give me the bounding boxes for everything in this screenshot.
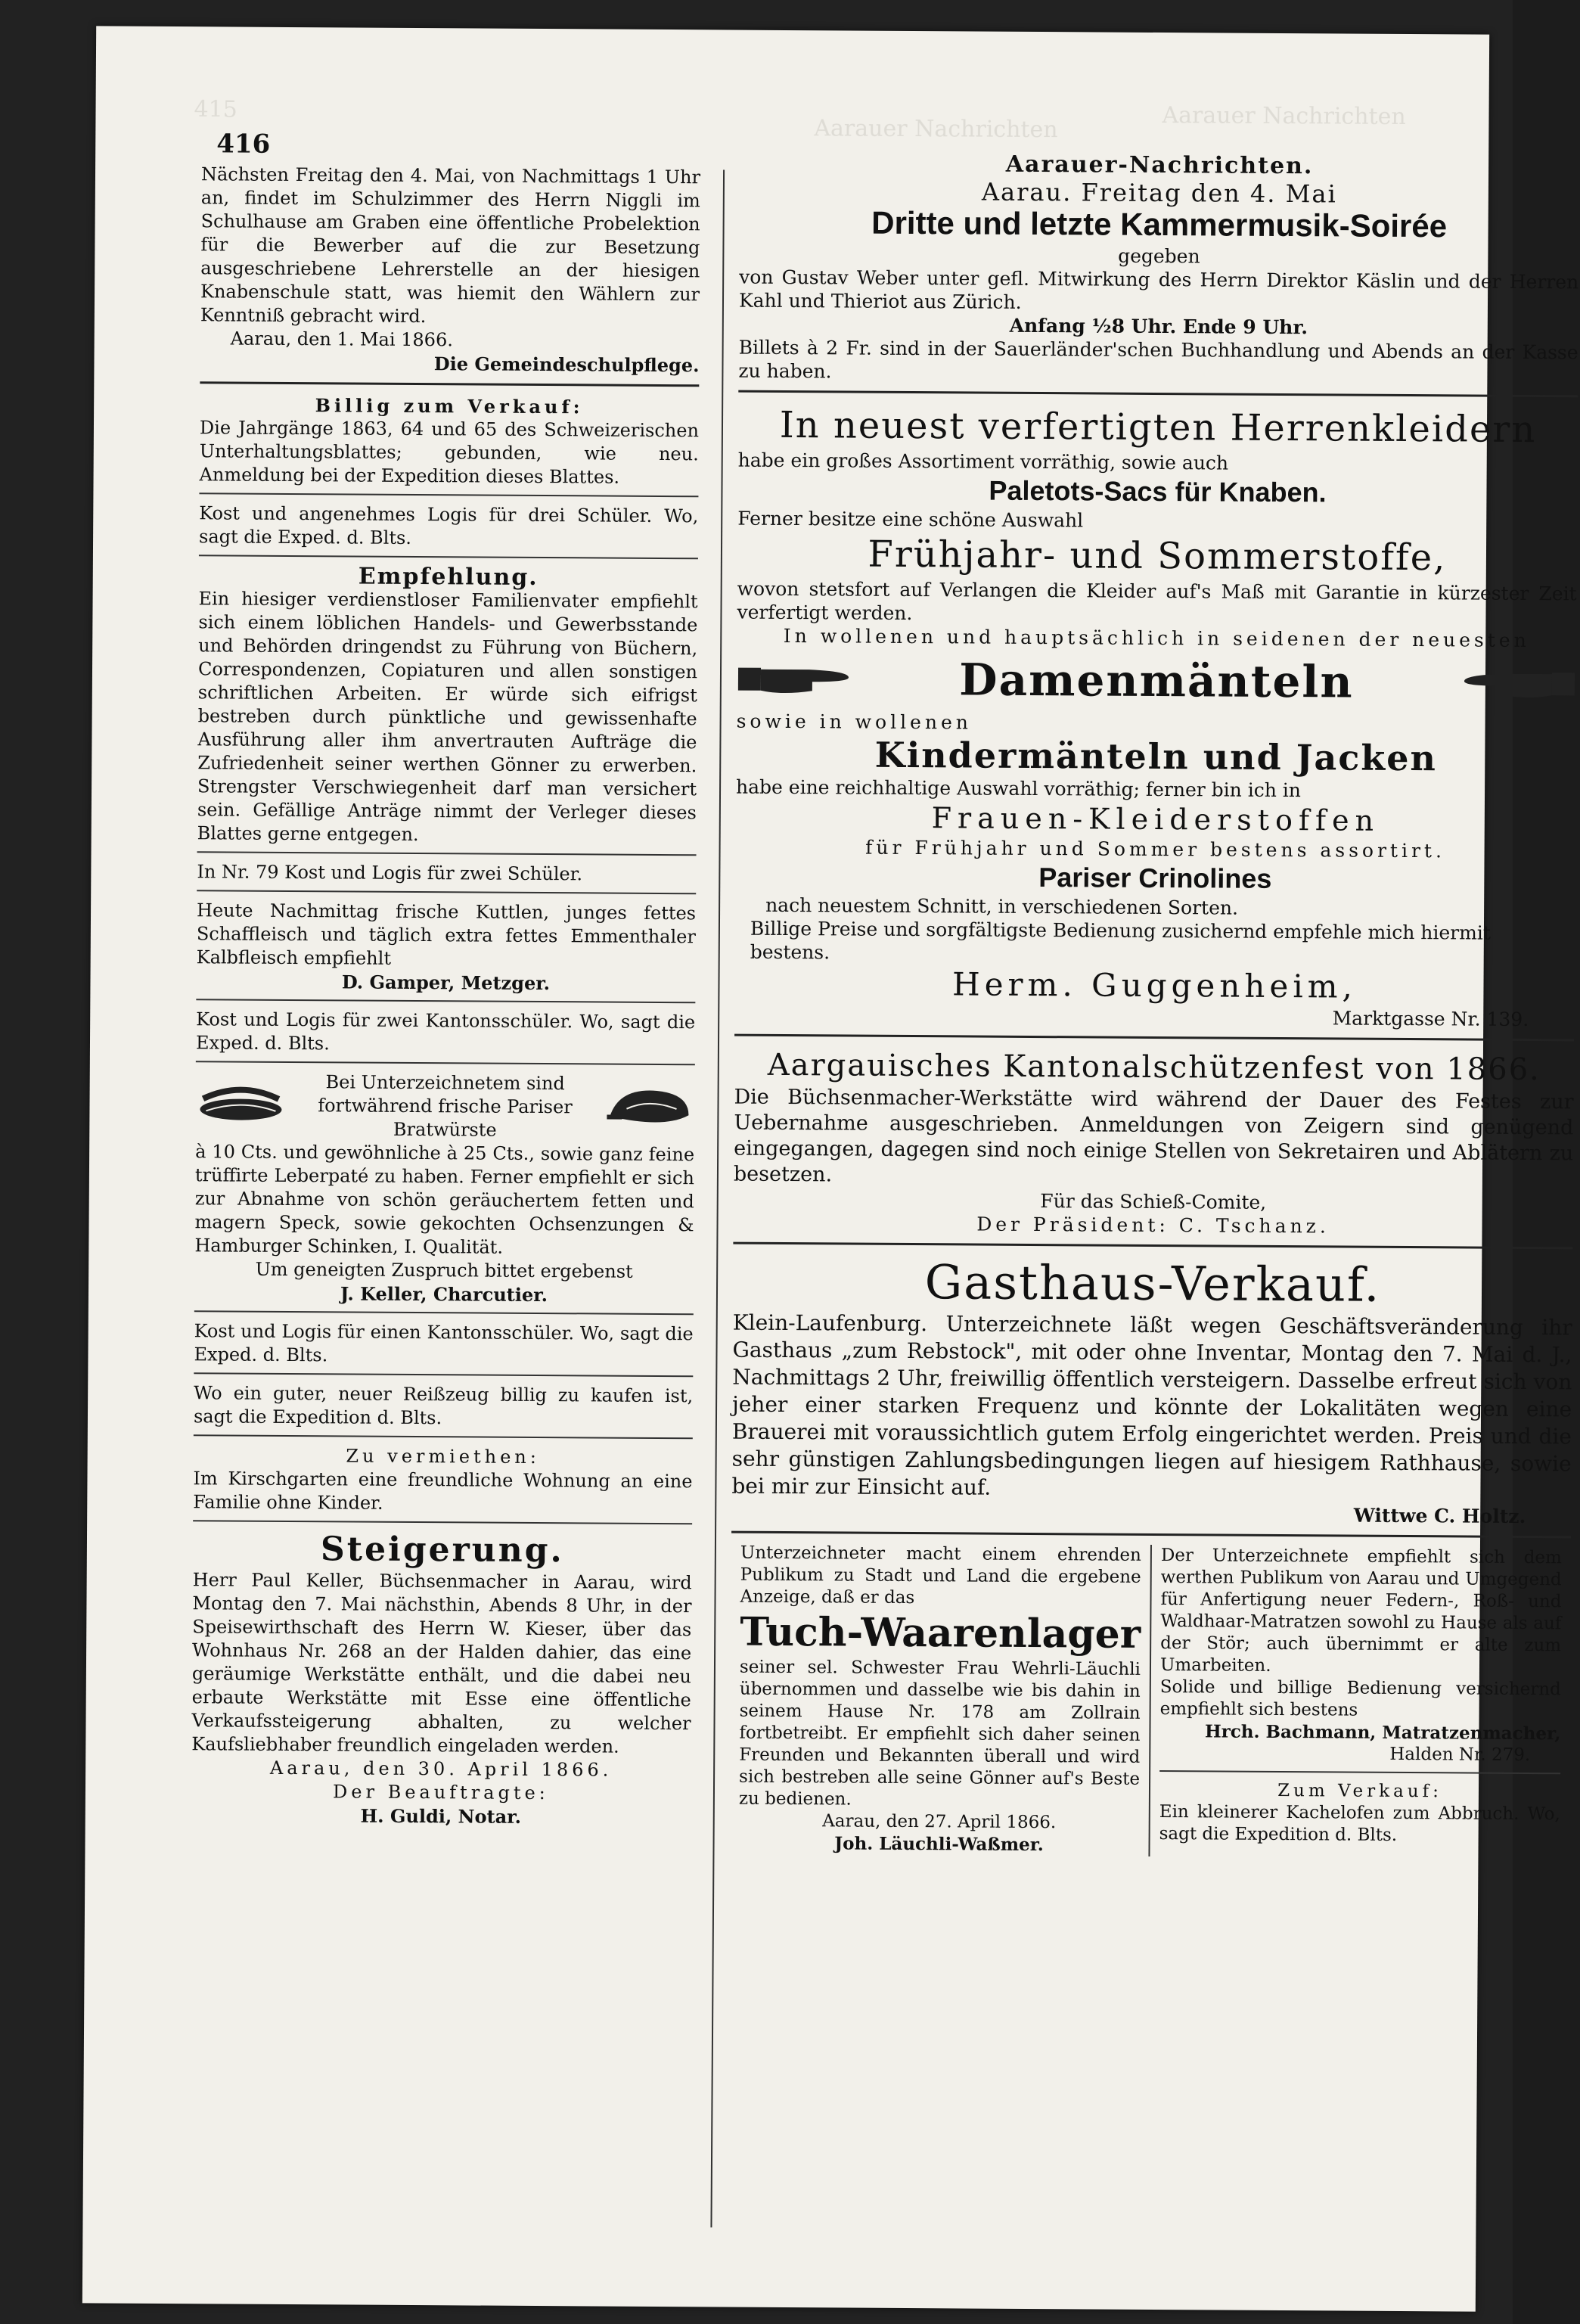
pointing-hand-right-icon — [737, 657, 850, 701]
ad-empfehlung — [197, 564, 698, 848]
divider — [199, 555, 698, 559]
ad-clothing — [734, 402, 1578, 1032]
ham-illustration-icon — [604, 1079, 694, 1132]
clothing-line-6: In wollenen und hauptsächlich in seidenen der neuesten — [783, 624, 1530, 651]
ad-billig-verkauf — [199, 393, 699, 489]
concert-performers: von Gustav Weber unter gefl. Mitwirkung des Herrn Direktor Käslin und der Herren Kahl und Thieriot aus Zürich. — [738, 266, 1579, 313]
ad-matratzen-and-ofen — [1148, 1545, 1571, 1859]
ad-metzger — [196, 899, 696, 996]
ad-concert — [738, 179, 1579, 388]
pariser-crinolines: Pariser Crinolines — [1038, 862, 1272, 894]
ad-closing: Der Beauftragte: — [332, 1781, 549, 1804]
ad-signature: J. Keller, Charcutier. — [340, 1282, 548, 1306]
divider — [197, 851, 697, 856]
schuetzenfest-signature: Der Präsident: C. Tschanz. — [976, 1213, 1330, 1238]
ad-text: à 10 Cts. und gewöhnliche à 25 Cts., sowie ganz feine trüffirte Leberpaté zu haben. Ferner empfiehlt er sich zur Abnahme von schön geräuchertem fetten und magern Speck, sowie gekochten Ochsenzungen & Hamburger Schinken, I. Qualität. — [194, 1141, 695, 1258]
matratzen-signature: Hrch. Bachmann, Matratzenmacher, — [1204, 1721, 1561, 1745]
divider — [196, 999, 695, 1003]
clothing-line-1: habe ein großes Assortiment vorräthig, sowie auch — [737, 449, 1229, 474]
tuch-date: Aarau, den 27. April 1866. — [822, 1811, 1057, 1833]
ad-text: Herr Paul Keller, Büchsenmacher in Aarau, wird Montag den 7. Mai nächsthin, Abends 8 Uhr, in der Speisewirthschaft des Herrn W. Kieser, über das Wohnhaus Nr. 268 an der Halden dahier, das eine geräumige Werkstätte enthält, und die dabei neu erbaute Werkstätte mit Esse eine öffentliche Verkaufssteigerung abhalten, zu welcher Kaufsliebhaber freundlich eingeladen werden. — [191, 1569, 692, 1757]
bleed-through-text — [194, 96, 1480, 144]
schuetzenfest-closing: Für das Schieß-Comite, — [1040, 1190, 1267, 1213]
clothing-signature: Herm. Guggenheim, — [951, 965, 1358, 1005]
concert-title: Dritte und letzte Kammermusik-Soirée — [871, 204, 1448, 244]
matratzen-text: Der Unterzeichnete empfiehlt sich dem werthen Publikum von Aarau und Umgegend für Anfertigung neuer Federn-, Roß- und Waldhaar-Matratzen sowohl zu Hause als auf der Stör; auch übernimmt er alte zum Umarbeiten. — [1159, 1546, 1562, 1676]
divider — [194, 1434, 693, 1439]
divider — [733, 1242, 1572, 1250]
pointing-hand-left-icon — [1463, 661, 1576, 704]
divider — [200, 381, 699, 387]
ad-tuchwaaren — [729, 1543, 1150, 1856]
sausage-illustration-icon — [195, 1076, 286, 1129]
ad-steigerung — [191, 1529, 692, 1829]
tuch-text: seiner sel. Schwester Frau Wehrli-Läuchli übernommen und dasselbe wie bis dahin in seinem Hause Nr. 178 am Zollrain fortbetreibt. Er empfiehlt sich daher seinen Freunden und Bekannten überall und wird sich bestreben alle seine Gönner auf's Beste zu bedienen. — [738, 1657, 1141, 1810]
ad-date: Aarau, den 30. April 1866. — [269, 1757, 613, 1781]
clothing-line-14: nach neuestem Schnitt, in verschiedenen Sorten. — [765, 893, 1239, 919]
gasthaus-title: Gasthaus-Verkauf. — [924, 1254, 1381, 1313]
divider — [199, 492, 698, 497]
ghost-masthead-2: Aarauer Nachrichten — [1162, 102, 1406, 130]
tuch-intro: Unterzeichneter macht einem ehrenden Publikum zu Stadt und Land die ergebene Anzeige, daß er das — [740, 1543, 1141, 1608]
ad-signature: Die Gemeindeschulpflege. — [433, 353, 700, 377]
damenmaentel-title: Damenmänteln — [959, 654, 1354, 708]
ad-charcutier — [194, 1070, 695, 1307]
clothing-line-10: habe eine reichhaltige Auswahl vorräthig; ferner bin ich in — [735, 775, 1301, 802]
concert-time: Anfang ½8 Uhr. Ende 9 Uhr. — [1009, 314, 1308, 339]
matratzen-address: Halden Nr. 279. — [1389, 1744, 1531, 1766]
damenmaentel-row — [737, 652, 1576, 710]
ad-header-row — [195, 1070, 695, 1143]
clothing-title: In neuest verfertigten Herrenkleidern — [779, 403, 1537, 452]
kindermaentel-title: Kindermänteln und Jacken — [874, 734, 1438, 779]
divider — [197, 890, 696, 894]
ad-title: Zu vermiethen: — [346, 1445, 540, 1468]
clothing-fabrics: Frühjahr- und Sommerstoffe, — [868, 533, 1447, 579]
divider — [731, 1531, 1571, 1539]
ad-reisszeug: Wo ein guter, neuer Reißzeug billig zu kaufen ist, sagt die Expedition d. Blts. — [193, 1382, 694, 1429]
ad-probelektion — [200, 163, 700, 377]
ad-signature: D. Gamper, Metzger. — [341, 971, 551, 995]
left-column — [191, 163, 700, 1835]
ad-title: Billig zum Verkauf: — [315, 394, 584, 418]
ad-title: Steigerung. — [320, 1530, 564, 1571]
bottom-ads-row — [729, 1543, 1570, 1860]
ofen-title: Zum Verkauf: — [1277, 1780, 1442, 1802]
gasthaus-text: Klein-Laufenburg. Unterzeichnete läßt wegen Geschäftsveränderung ihr Gasthaus „zum Rebstock", mit oder ohne Inventar, Montag den 7. Mai d. J., Nachmittags 2 Uhr, freiwillig öffentlich versteigern. Dasselbe erfreut sich von jeher einer starken Frequenz und könnte der Lokalitäten wegen eine Brauerei mit voraussichtlich gutem Erfolg eingerichtet werden. Preis und die sehr günstigen Zahlungsbedingungen liegen auf hiesigem Rathhause, sowie bei mir zur Einsicht auf. — [731, 1310, 1572, 1500]
divider — [194, 1310, 694, 1315]
ad-text-top: Bei Unterzeichnetem sind fortwährend frische Pariser Bratwürste — [318, 1071, 573, 1141]
divider — [194, 1372, 693, 1377]
ad-kost-logis-1: Kost und angenehmes Logis für drei Schüler. Wo, sagt die Exped. d. Blts. — [199, 502, 699, 548]
tuch-signature: Joh. Läuchli-Waßmer. — [834, 1833, 1044, 1856]
ad-text: Heute Nachmittag frische Kuttlen, junges fettes Schaffleisch und täglich extra fettes Emmenthaler Kalbfleisch empfiehlt — [196, 899, 697, 969]
frauen-kleiderstoffe: Frauen-Kleiderstoffen — [931, 801, 1380, 837]
tuch-title: Tuch-Waarenlager — [740, 1608, 1141, 1658]
column-divider — [710, 169, 725, 2227]
page-number: 416 — [216, 129, 271, 160]
ad-date: Aarau, den 1. Mai 1866. — [230, 328, 453, 351]
ad-signature: H. Guldi, Notar. — [360, 1804, 522, 1828]
ofen-text: Ein kleinerer Kachelofen zum Abbruch. Wo, sagt die Expedition d. Blts. — [1159, 1802, 1560, 1845]
ad-text: Ein hiesiger verdienstloser Familienvater empfiehlt sich einem löblichen Handels- und Gewerbsstande und Behörden dringendst zu Führung von Büchern, Correspondenzen, Copiaturen und allen sonstigen schriftlichen Arbeiten. Er würde sich eifrigst bestreben durch pünktliche und gewissenhafte Ausführung aller ihm anvertrauten Aufträge die Zufriedenheit seiner werthen Gönner zu erwerben. Strengster Verschwiegenheit darf man versichert sein. Gefällige Anträge nimmt der Verleger dieses Blattes gerne entgegen. — [197, 588, 698, 846]
matratzen-text-2: Solide und billige Bedienung versichernd empfiehlt sich bestens — [1159, 1677, 1561, 1720]
ad-closing: Um geneigten Zuspruch bittet ergebenst — [255, 1258, 633, 1282]
ad-text: Die Jahrgänge 1863, 64 und 65 des Schweizerischen Unterhaltungsblattes; gebunden, wie neu. Anmeldung bei der Expedition dieses Blattes. — [199, 417, 700, 488]
clothing-address: Marktgasse Nr. 139. — [1332, 1007, 1529, 1030]
ad-gasthaus — [731, 1254, 1572, 1529]
clothing-paletots: Paletots-Sacs für Knaben. — [989, 474, 1327, 508]
clothing-line-15: Billige Preise und sorgfältigste Bedienung zusichernd empfehle mich hiermit bestens. — [750, 917, 1491, 964]
ad-kost-logis-3: Kost und Logis für zwei Kantonsschüler. Wo, sagt die Exped. d. Blts. — [195, 1008, 696, 1055]
concert-tickets: Billets à 2 Fr. sind in der Sauerländer'schen Buchhandlung und Abends an der Kasse zu haben. — [738, 336, 1578, 383]
divider — [734, 1034, 1574, 1042]
right-column — [729, 151, 1579, 1860]
divider — [196, 1061, 695, 1065]
ad-kost-logis-2: In Nr. 79 Kost und Logis für zwei Schüler. — [197, 861, 583, 885]
gasthaus-signature: Wittwe C. Holtz. — [1353, 1504, 1526, 1527]
clothing-line-5: wovon stetsfort auf Verlangen die Kleider auf's Maß mit Garantie in kürzester Zeit verfertigt werden. — [737, 577, 1577, 625]
divider — [1159, 1770, 1560, 1774]
concert-date: Aarau. Freitag den 4. Mai — [981, 177, 1337, 209]
masthead: Aarauer-Nachrichten. — [1005, 151, 1314, 180]
schuetzenfest-text: Die Büchsenmacher-Werkstätte wird während der Dauer des Festes zur Uebernahme ausgeschrieben. Anmeldungen von Zeigern sind genügend eingegangen, dagegen sind noch einige Stellen von Sekretairen und Ablätern zu besetzen. — [733, 1085, 1574, 1187]
clothing-line-8: sowie in wollenen — [736, 710, 972, 734]
ad-vermiethen — [193, 1443, 693, 1517]
schuetzenfest-title: Aargauisches Kantonalschützenfest von 1866. — [767, 1047, 1541, 1088]
ghost-page-number: 415 — [194, 96, 237, 123]
concert-gegeben: gegeben — [1118, 244, 1200, 268]
clothing-line-3: Ferner besitze eine schöne Auswahl — [737, 507, 1084, 532]
ad-kost-logis-4: Kost und Logis für einen Kantonsschüler. Wo, sagt die Exped. d. Blts. — [194, 1320, 694, 1366]
ghost-masthead: Aarauer Nachrichten — [814, 115, 1058, 144]
ad-text: Im Kirschgarten eine freundliche Wohnung an eine Familie ohne Kinder. — [193, 1468, 693, 1514]
newspaper-page — [82, 26, 1579, 2311]
clothing-line-12: für Frühjahr und Sommer bestens assortirt. — [865, 836, 1446, 862]
ad-schuetzenfest — [733, 1045, 1574, 1240]
divider — [193, 1520, 692, 1524]
divider — [738, 390, 1578, 398]
ad-title: Empfehlung. — [358, 563, 539, 591]
ad-text: Nächsten Freitag den 4. Mai, von Nachmittags 1 Uhr an, findet im Schulzimmer des Herrn Niggli im Schulhause am Graben eine öffentliche Probelektion für die Bewerber auf die zur Besetzung ausgeschriebene Lehrerstelle an der hiesigen Knabenschule statt, was hiemit den Wählern zur Kenntniß gebracht wird. — [200, 163, 701, 328]
